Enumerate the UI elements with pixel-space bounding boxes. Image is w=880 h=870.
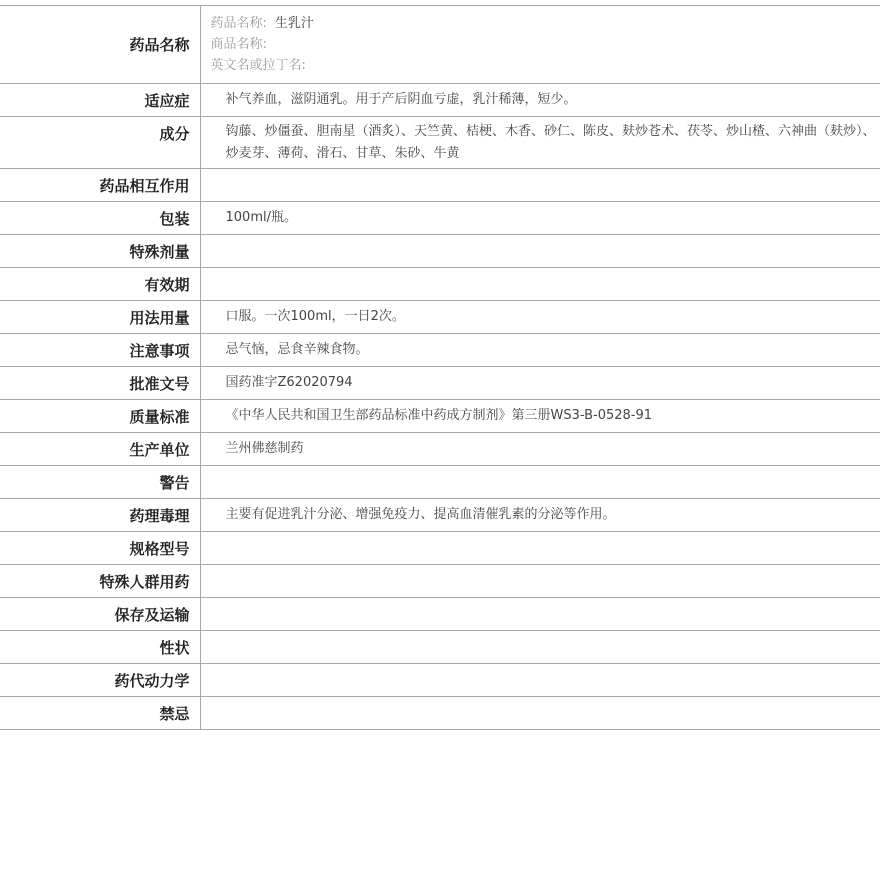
row-label: 药代动力学: [0, 664, 200, 697]
row-label: 特殊人群用药: [0, 565, 200, 598]
row-label: 包装: [0, 202, 200, 235]
row-packaging: [0, 202, 880, 235]
row-value: 兰州佛慈制药: [200, 433, 880, 466]
row-special-populations: [0, 565, 880, 598]
row-label: 药品相互作用: [0, 169, 200, 202]
row-label: 药品名称: [0, 6, 200, 84]
row-manufacturer: [0, 433, 880, 466]
row-value: [200, 697, 880, 730]
row-value: [200, 235, 880, 268]
row-value: [200, 598, 880, 631]
row-value: 100ml/瓶。: [200, 202, 880, 235]
row-warning: [0, 466, 880, 499]
row-value: [200, 664, 880, 697]
row-value: 《中华人民共和国卫生部药品标准中药成方制剂》第三册WS3-B-0528-91: [200, 400, 880, 433]
drug-name-cell: [200, 6, 880, 84]
row-label: 药理毒理: [0, 499, 200, 532]
row-specification: [0, 532, 880, 565]
drug-name-value: 生乳汁: [274, 16, 314, 31]
row-label: 特殊剂量: [0, 235, 200, 268]
row-label: 禁忌: [0, 697, 200, 730]
row-value: [200, 532, 880, 565]
row-pharmacology: [0, 499, 880, 532]
row-precautions: [0, 334, 880, 367]
row-value: 国药准字Z62020794: [200, 367, 880, 400]
row-value: 忌气恼，忌食辛辣食物。: [200, 334, 880, 367]
row-label: 规格型号: [0, 532, 200, 565]
row-label: 成分: [0, 117, 200, 169]
row-drug-interactions: [0, 169, 880, 202]
row-usage-dosage: [0, 301, 880, 334]
row-label: 保存及运输: [0, 598, 200, 631]
drug-info-table: [0, 5, 880, 730]
drug-name-line: [211, 13, 880, 34]
row-value: 钩藤、炒僵蚕、胆南星（酒炙）、天竺黄、桔梗、木香、砂仁、陈皮、麸炒苍术、茯苓、炒山楂、六神曲（麸炒）、炒麦芽、薄荷、滑石、甘草、朱砂、牛黄: [200, 117, 880, 169]
row-value: 主要有促进乳汁分泌、增强免疫力、提高血清催乳素的分泌等作用。: [200, 499, 880, 532]
row-storage-transport: [0, 598, 880, 631]
drug-name-sublabel: 药品名称:: [210, 16, 267, 31]
latin-name-sublabel: 英文名或拉丁名:: [210, 58, 306, 73]
row-label: 性状: [0, 631, 200, 664]
row-label: 注意事项: [0, 334, 200, 367]
row-label: 批准文号: [0, 367, 200, 400]
row-value: 补气养血，滋阴通乳。用于产后阴血亏虚，乳汁稀薄，短少。: [200, 84, 880, 117]
row-contraindications: [0, 697, 880, 730]
row-ingredients: [0, 117, 880, 169]
row-quality-standard: [0, 400, 880, 433]
row-label: 质量标准: [0, 400, 200, 433]
row-value: [200, 169, 880, 202]
latin-name-line: [211, 55, 880, 76]
row-indications: [0, 84, 880, 117]
row-label: 警告: [0, 466, 200, 499]
row-value: [200, 565, 880, 598]
row-shelf-life: [0, 268, 880, 301]
row-label: 有效期: [0, 268, 200, 301]
row-drug-name: [0, 6, 880, 84]
row-value: [200, 466, 880, 499]
row-special-dosage: [0, 235, 880, 268]
row-properties: [0, 631, 880, 664]
trade-name-sublabel: 商品名称:: [210, 37, 267, 52]
trade-name-line: [211, 34, 880, 55]
row-value: [200, 268, 880, 301]
row-label: 生产单位: [0, 433, 200, 466]
row-value: 口服。一次100ml，一日2次。: [200, 301, 880, 334]
row-label: 用法用量: [0, 301, 200, 334]
row-pharmacokinetics: [0, 664, 880, 697]
row-label: 适应症: [0, 84, 200, 117]
row-approval-number: [0, 367, 880, 400]
row-value: [200, 631, 880, 664]
